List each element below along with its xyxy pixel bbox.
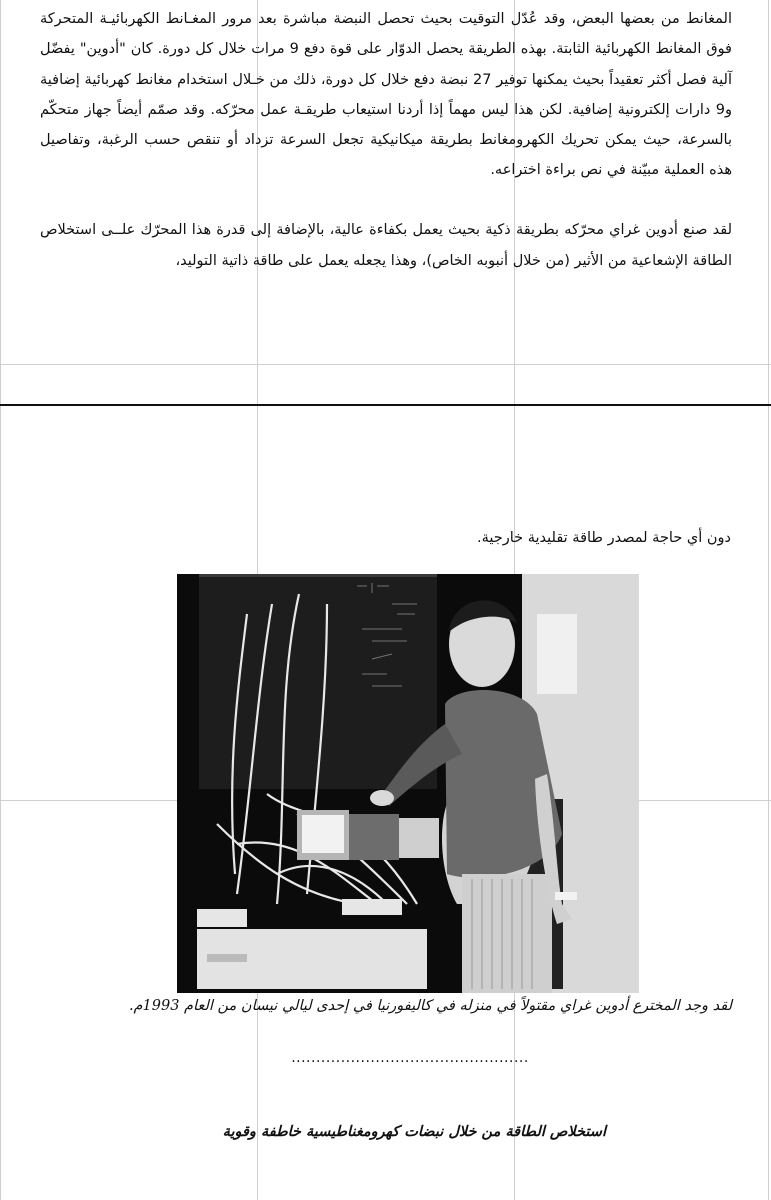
photo-illustration xyxy=(177,574,639,993)
grid-line xyxy=(768,0,769,1200)
photo-caption: لقد وجد المخترع أدوين غراي مقتولاً في منزله في كاليفورنيا في إحدى ليالي نيسان من العام 1993م. xyxy=(128,998,732,1014)
continuation-text: دون أي حاجة لمصدر طاقة تقليدية خارجية. xyxy=(477,530,731,546)
section-subheading: استخلاص الطاقة من خلال نبضات كهرومغناطيسية خاطفة وقوية xyxy=(222,1124,606,1140)
historical-photo xyxy=(177,574,639,993)
body-paragraph-1: المغانط من بعضها البعض، وقد عُدّل التوقيت بحيث تحصل النبضة مباشرة بعد مرور المغـانط الكهربائيـة المتحركة فوق المغانط الكهربائية الثابتة. بهذه الطريقة يحصل الدوّار على قوة دفع 9 مرات خلال كل دورة. كان "أدوين" يفضّل آلية فصل أكثر تعقيداً بحيث يمكنها توفير 27 نبضة دفع خلال كل دورة، ذلك من خـلال استخدام مغانط كهربائية إضافية و9 دارات إلكترونية إضافية. لكن هذا ليس مهماً إذا أردنا استيعاب طريقـة عمل محرّكه. وقد صمّم أيضاً جهاز متحكّم بالسرعة، حيث يمكن تحريك الكهرومغانط بطريقة ميكانيكية تجعل السرعة تزداد أو تنقص حسب الرغبة، وتفاصيل هذه العملية مبيّنة في نص براءة اختراعه. xyxy=(40,11,732,179)
dotted-separator: ................................................ xyxy=(291,1050,529,1066)
page-break-divider xyxy=(0,404,771,406)
grid-line xyxy=(0,0,1,1200)
body-paragraph-2: لقد صنع أدوين غراي محرّكه بطريقة ذكية بحيث يعمل بكفاءة عالية، بالإضافة إلى قدرة هذا المحرّك علــى استخلاص الطاقة الإشعاعية من الأثير (من خلال أنبوبه الخاص)، وهذا يجعله يعمل على طاقة ذاتية التوليد، xyxy=(40,222,732,269)
grid-line xyxy=(0,364,771,365)
